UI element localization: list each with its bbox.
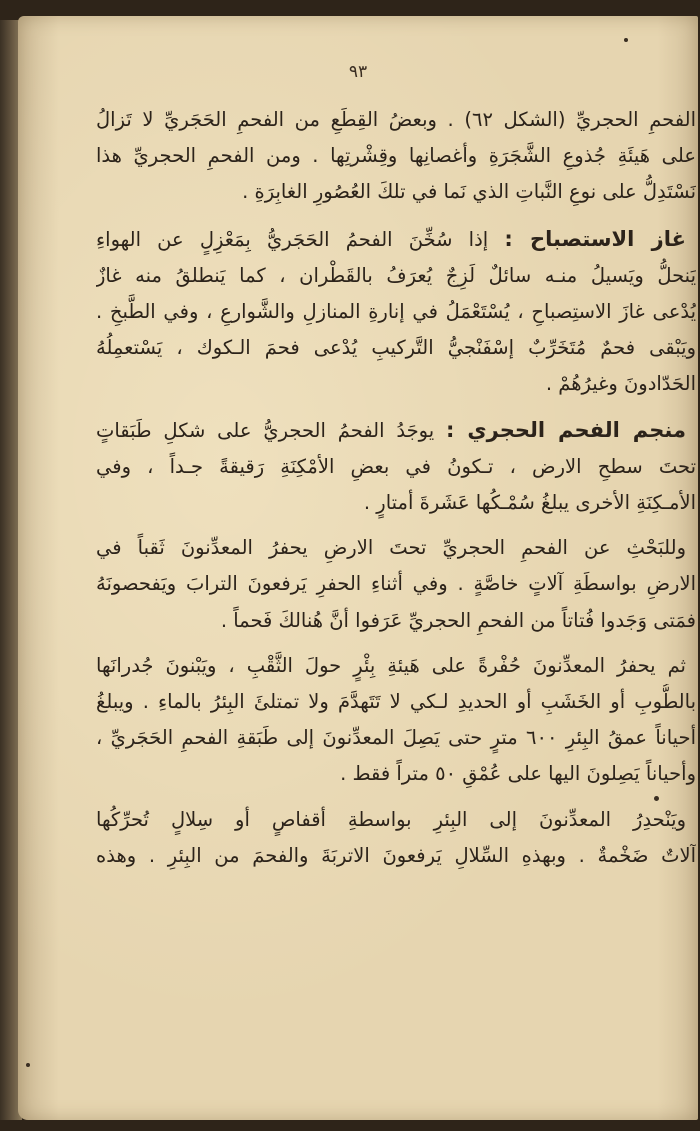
- text-line: ويَنْحدِرُ المعدِّنونَ إلى البِئرِ بواسطةِ أقفاصٍ أو سِلالٍ تُحرِّكُها: [96, 807, 686, 831]
- ink-speck: [26, 1063, 30, 1067]
- paragraph-descent: [96, 802, 696, 874]
- page-number: ٩٣: [348, 62, 368, 82]
- text-line: يَنحلُّ ويَسيلُ منـه سائلٌ لَزِجٌ يُعرَفُ بالقَطْران ، كما يَنطلقُ منه غازٌ: [96, 263, 696, 287]
- text-line: يُدْعى غازَ الاستِصباحِ ، يُسْتَعْمَلُ في إنارةِ المنازلِ والشَّوارعِ ، وفي الطَّبخِ .: [96, 300, 696, 324]
- text-line: الأمـكِنَةِ الأخرى يبلغُ سُمْـكُها عَشَرةَ أمتارٍ .: [363, 491, 696, 515]
- section-heading-coal-gas: غاز الاستصباح :: [504, 226, 686, 251]
- text-line: تحتَ سطحِ الارض ، تـكونُ في بعضِ الأمْكِنَةِ رَقيقةً جـداً ، وفي: [96, 454, 696, 478]
- text-line: وللبَحْثِ عن الفحمِ الحجريِّ تحتَ الارضِ يحفرُ المعدِّنونَ ثَقباً في: [96, 536, 686, 560]
- book-page: [18, 16, 698, 1120]
- paragraph-fossil-coal: [96, 102, 696, 211]
- text-line: أحياناً عمقُ البِئرِ ٦٠٠ مترٍ حتى يَصِلَ المعدِّنونَ إلى طَبَقةِ الفحمِ الحَجَريِّ ،: [96, 726, 696, 750]
- text-line: فمَتى وَجَدوا فُتاتاً من الفحمِ الحجريِّ عَرَفوا أنَّ هُنالكَ فَحماً .: [220, 608, 696, 632]
- paragraph-shaft: [96, 648, 696, 793]
- section-heading-coal-mine: منجم الفحم الحجري :: [446, 417, 686, 442]
- text-line: وأحياناً يَصِلونَ اليها على عُمْقِ ٥٠ متراً فقط .: [340, 762, 696, 786]
- text-line: نَسْتَدِلُّ على نوعِ النَّباتِ الذي نَما في تلكَ العُصُورِ الغابِرَةِ .: [242, 180, 696, 204]
- text-line: ويَبْقى فحمٌ مُتَخَرِّبٌ إسْفَنْجيُّ التَّركيبِ يُدْعى فحمَ الـكوك ، يَسْتعمِلُهُ: [96, 336, 696, 360]
- text-line: بالطُّوبِ أو الخَشَبِ أو الحديدِ لـكي لا تَتَهدَّمَ ولا تمتلئَ البِئرُ بالماءِ . ويبلغُ: [96, 690, 696, 714]
- text-line: ثم يحفرُ المعدِّنونَ حُفْرةً على هَيئةِ بِئْرٍ حولَ الثَّقْبِ ، ويَبْنونَ جُدرانَها: [96, 653, 686, 677]
- text-line: يوجَدُ الفحمُ الحجريُّ على شكلِ طَبَقاتٍ: [96, 418, 435, 442]
- text-line: على هَيئَةِ جُذوعِ الشَّجَرَةِ وأغصانِها وقِشْرتِها . ومن الفحمِ الحجريِّ هذا: [96, 144, 696, 168]
- paragraph-drilling: [96, 530, 696, 639]
- text-line: الارضِ بواسطَةِ آلاتٍ خاصَّةٍ . وفي أثناءِ الحفرِ يَرفعونَ الترابَ ويَفحصونَهُ: [96, 572, 696, 596]
- page-text: [96, 102, 696, 883]
- ink-speck: [624, 38, 628, 42]
- text-line: الفحمِ الحجريِّ (الشكل ٦٢) . وبعضُ القِطَعِ من الفحمِ الحَجَريِّ لا تَزالُ: [96, 108, 696, 131]
- paragraph-coal-gas: [96, 221, 696, 403]
- text-line: إذا سُخِّنَ الفحمُ الحَجَريُّ بِمَعْزِلٍ عن الهواءِ: [96, 227, 489, 251]
- text-line: الحَدّادونَ وغيرُهُمْ .: [545, 372, 696, 396]
- paragraph-coal-mine: [96, 412, 696, 522]
- text-line: آلاتٌ ضَخْمةٌ . وبهذهِ السِّلالِ يَرفعونَ الاتربَةَ والفحمَ من البِئرِ . وهذه: [96, 843, 696, 867]
